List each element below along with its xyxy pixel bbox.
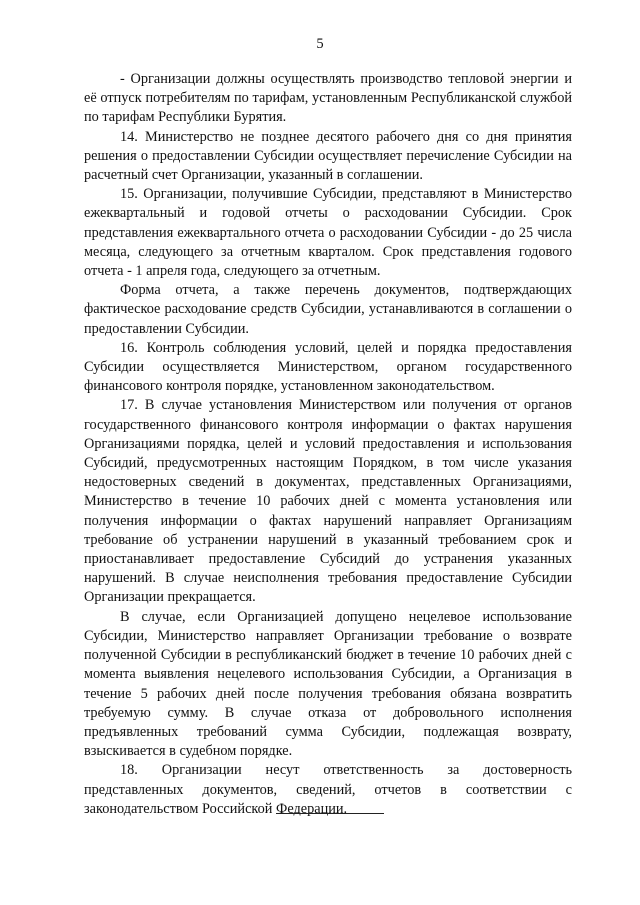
paragraph-18: 18. Организации несут ответственность за достоверность представленных документов, сведений, отчетов в соответствии с законодательством Российской Федерации.	[84, 762, 572, 817]
paragraph-report-form: Форма отчета, а также перечень документов, подтверждающих фактическое расходование средств Субсидии, устанавливаются в соглашении о предоставлении Субсидии.	[84, 282, 572, 337]
paragraph-tariff-requirement: - Организации должны осуществлять производство тепловой энергии и её отпуск потребителям по тарифам, установленным Республиканской службой по тарифам Республики Бурятия.	[84, 71, 572, 126]
paragraph-16: 16. Контроль соблюдения условий, целей и порядка предоставления Субсидии осуществляется Министерством, органом государственного финансового контроля порядке, установленном законодательством.	[84, 339, 572, 395]
paragraph-17: 17. В случае установления Министерством или получения от органов государственного финансового контроля информации о фактах нарушения Организациями порядка, целей и условий предоставления и использования Субсидий, предусмотренных настоящим Порядком, в том числе указания недостоверных сведений в документах, представленных Организациями, Министерство в течение 10 рабочих дней с момента установления или получения информации о фактах нарушений направляет Организациям требование об устранении нарушений в указанный требованием срок и приостанавливает предоставление Субсидий до устранения указанных нарушений. В случае неисполнения требования предоставление Субсидии Организации прекращается.	[84, 397, 572, 606]
page-number: 5	[316, 36, 324, 52]
end-separator-line	[276, 813, 384, 814]
paragraph-misuse: В случае, если Организацией допущено нецелевое использование Субсидии, Министерство направляет Организации требование о возврате полученной Субсидии в республиканский бюджет в течение 10 рабочих дней с момента выявления нецелевого использования Субсидии, а Организация в течение 5 рабочих дней после получения требования обязана возвратить требуемую сумму. В случае отказа от добровольного исполнения предъявленных требований сумма Субсидии, подлежащая возврату, взыскивается в судебном порядке.	[84, 608, 572, 760]
paragraph-15: 15. Организации, получившие Субсидии, представляют в Министерство ежеквартальный и годовой отчеты о расходовании Субсидии. Срок представления ежеквартального отчета о расходовании Субсидии - до 25 числа месяца, следующего за отчетным кварталом. Срок представления годового отчета - 1 апреля года, следующего за отчетным.	[84, 186, 572, 280]
document-body	[84, 70, 572, 819]
paragraph-14: 14. Министерство не позднее десятого рабочего дня со дня принятия решения о предоставлении Субсидии осуществляет перечисление Субсидии на расчетный счет Организации, указанный в соглашении.	[84, 128, 572, 184]
